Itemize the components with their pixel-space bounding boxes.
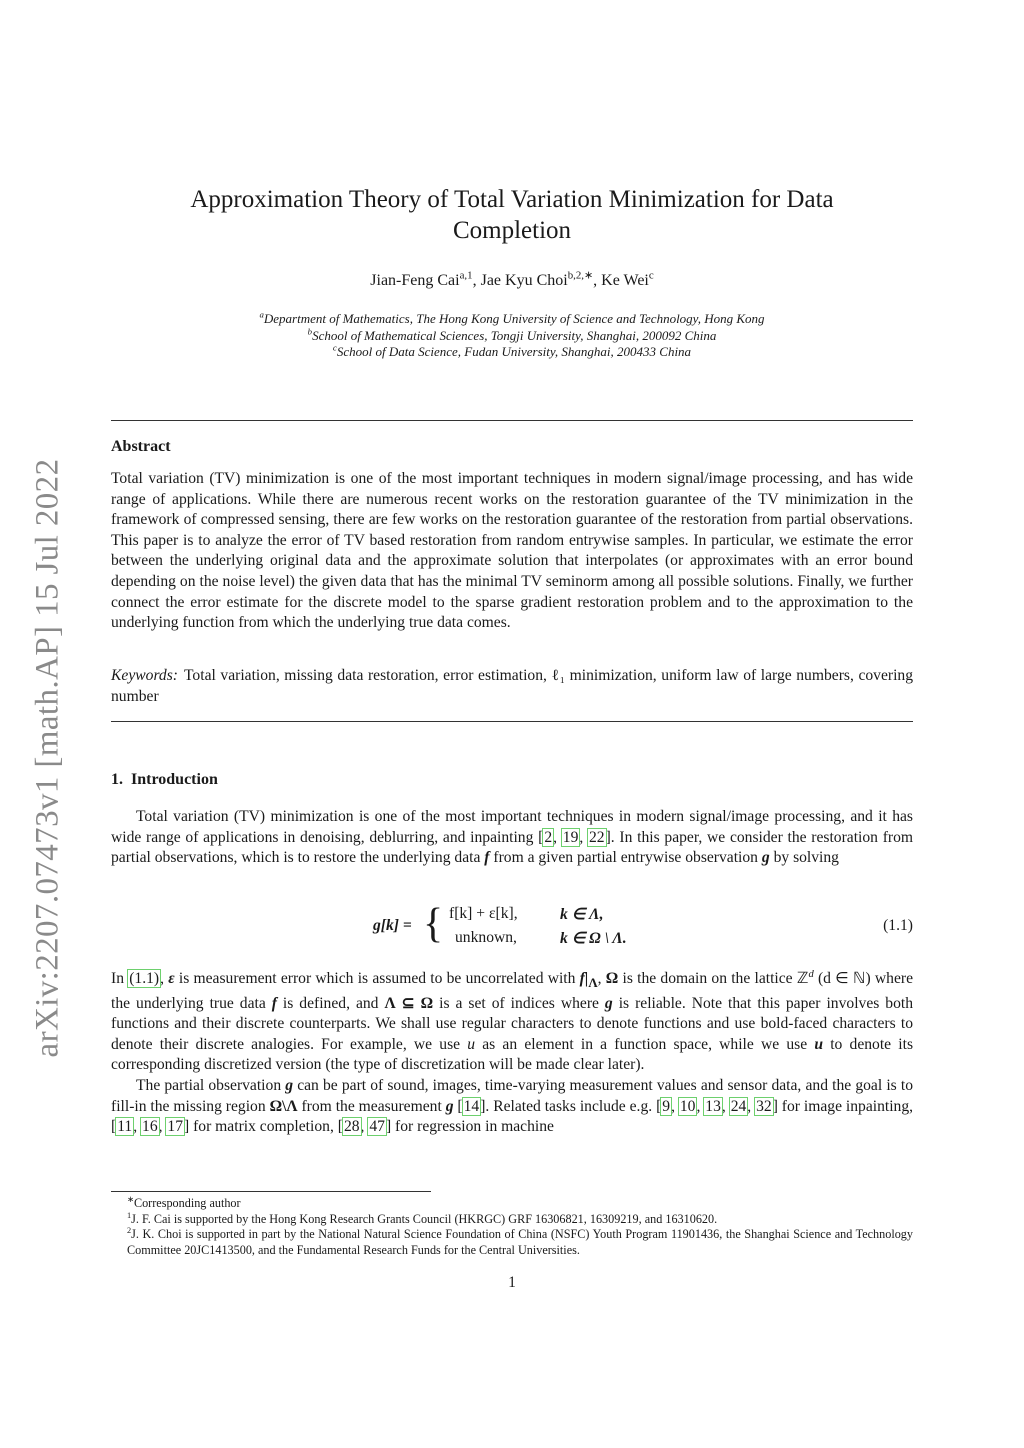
citation-link[interactable]: 2 [544,828,553,846]
equation-case-1: f[k] + ε[k], [449,905,518,922]
math-subscript: Λ [588,975,598,991]
citation-link[interactable]: 24 [730,1097,747,1115]
math-symbol: g [445,1097,454,1115]
page-number: 1 [508,1274,516,1291]
text-run: . Related tasks include e.g. [485,1097,657,1115]
footnotes [111,1196,913,1259]
affiliation-text: School of Data Science, Fudan University, Shanghai, 200433 China [336,344,692,359]
author-separator: , [593,272,602,289]
citation-link[interactable]: 11 [117,1118,133,1136]
text-run: Total variation (TV) minimization is one of the most important techniques in modern signal/image processing, and it has wide range of applications in denoising, deblurring, and inpainting [111,808,913,846]
affiliation-mark: c [332,342,337,353]
affiliations [112,311,912,361]
math-symbol: f [484,849,490,867]
affiliation-mark: b [307,326,313,337]
text-run: for image inpainting, [777,1097,914,1115]
author-affil-mark: a,1 [459,269,473,282]
text-run: for matrix completion, [189,1118,338,1136]
abstract-body [111,469,913,634]
footnote-corresponding [111,1196,913,1212]
citation-link[interactable]: 22 [589,828,605,846]
abstract-bottom-rule [111,721,913,722]
text-run: (d ∈ ℕ) where the underlying true data [111,970,913,1012]
keywords [111,666,913,707]
paper-title [112,184,912,246]
math-symbol: f [271,994,277,1012]
title-line-1: Approximation Theory of Total Variation Minimization for Data [190,186,834,213]
citation-link[interactable]: 17 [167,1118,183,1136]
footnote-text: Corresponding author [133,1196,241,1210]
math-symbol: g [761,849,770,867]
footnote-mark: 1 [127,1210,132,1220]
equation-condition-2: k ∈ Ω \ Λ. [560,930,627,947]
footnote-text: J. K. Choi is supported in part by the National Natural Science Foundation of China (NSFC) Youth Program 11901436, the Shanghai Science and Technology Committee 20JC1413500, and the Fundamental Research Funds for the Central Universities. [127,1227,913,1258]
text-run: In [111,970,129,987]
text-run: from a given partial entrywise observation [489,849,762,867]
text-run: from the measurement [297,1097,446,1115]
citation-link[interactable]: 28 [343,1118,360,1136]
affiliation-mark: a [259,309,264,320]
text-run: . In this paper, we consider the restoration from partial observations, which is to restore the underlying data [111,828,914,867]
abstract-heading: Abstract [111,438,171,455]
author-separator: , [472,272,481,289]
author-affil-mark: c [648,269,654,282]
abstract-text: Total variation (TV) minimization is one of the most important techniques in modern signal/image processing, and has wide range of applications. While there are numerous recent works on the restoration guarantee of the TV minimization in the framework of compressed sensing, there are few works on the restoration guarantee of the restoration from partial observations. This paper is to analyze the error of TV based restoration from random entrywise samples. In particular, we estimate the error between the underlying original data and the approximate solution that interpolates (or approximates with an error bound depending on the noise level) the given data that has the minimal TV seminorm among all possible solutions. Finally, we further connect the error estimate for the discrete model to the sparse gradient restoration problem and to the approximation to the underlying function from which the underlying true data comes. [111,470,913,632]
author-list [112,269,912,290]
math-symbol: ε [168,970,175,987]
affiliation-text: Department of Mathematics, The Hong Kong University of Science and Technology, Hong Kong [263,311,765,326]
section-number: 1. [111,771,123,788]
affiliation-text: School of Mathematical Sciences, Tongji University, Shanghai, 200092 China [312,327,717,343]
equation-lhs: g[k] = [373,917,412,934]
math-superscript: d [808,968,814,980]
text-run: as an element in a function space, while we use [475,1035,815,1053]
section-heading [111,771,218,789]
footnote-mark: 2 [127,1226,132,1236]
text-run: to denote its corresponding discretized version (the type of discretization will be made clear later). [111,1035,914,1074]
equation-ref-link[interactable]: (1.1) [129,970,160,987]
equation-1-1 [111,903,913,951]
text-run: is the domain on the lattice ℤ [618,970,809,987]
text-run: , [160,970,169,987]
intro-paragraph-2: In (1.1), ε is measurement error which is assumed to be uncorrelated with $f|_\Lambda$, Ω is the domain on the lattice ℤ$^d$ (d ∈ ℕ) where the underlying true data f is defined, and Λ ⊆ Ω is a set of indices where g is reliable. Note that this paper involves both functions and their discrete counterparts. We shall use regular characters to denote functions and use bold-faced characters to denote their discrete analogies. For example, we use u as an element in a function space, while we use u to denote its corresponding discretized version (the type of discretization will be made clear later). The partial observation g can be part of sound, images, time-varying measurement values and sensor data, and the goal is to fill-in the missing region Ω\Λ from the measurement g [14]. Related tasks include e.g. [9, 10, 13, 24, 32] for image inpainting, [11, 16, 17] for matrix completion, [28, 47] for regression in machine [111,968,914,1136]
citation-link[interactable]: 47 [369,1118,385,1136]
author-name: Ke Wei [601,272,649,289]
citation-link[interactable]: 13 [705,1097,721,1115]
text-run: , [597,970,606,987]
math-symbol: Ω [605,970,619,987]
citation-link[interactable]: 32 [756,1097,772,1115]
citation-link[interactable]: 9 [662,1097,671,1115]
author-affil-mark: b,2,∗ [567,269,594,282]
text-run: is measurement error which is assumed to be uncorrelated with [174,970,580,987]
footnote-1 [111,1212,913,1228]
keywords-label: Keywords: [111,667,178,684]
text-run: is reliable. Note that this paper involves both functions and their discrete counterparts. We shall use regular characters to denote functions and use bold-faced characters to denote their discrete analogies. For example, we use [111,994,914,1053]
math-symbol: Ω\Λ [269,1097,298,1115]
footnote-rule [111,1191,431,1192]
text-run: is defined, and [276,994,385,1012]
text-run: The partial observation [136,1077,286,1095]
citation-link[interactable]: 14 [463,1097,480,1115]
arxiv-id-text: arXiv:2207.07473v1 [math.AP] 15 Jul 2022 [29,458,66,1058]
footnote-2 [111,1227,913,1258]
footnote-text: J. F. Cai is supported by the Hong Kong Research Grants Council (HKRGC) GRF 16306821, 16309219, and 16310620. [131,1211,718,1226]
affiliation [112,311,912,328]
text-run: is a set of indices where [433,994,605,1012]
text-run: by solving [769,849,839,867]
text-run: can be part of sound, images, time-varying measurement values and sensor data, and the goal is to fill-in the missing region [111,1077,913,1115]
equation-number: (1.1) [883,917,913,934]
author-name: Jae Kyu Choi [480,272,568,289]
affiliation [112,344,912,361]
text-run: for regression in machine [391,1118,554,1136]
math-symbol: g [604,994,613,1012]
equation-condition-1: k ∈ Λ, [560,906,604,923]
math-symbol: g [285,1077,294,1095]
math-symbol: u [467,1035,476,1053]
intro-paragraph-1: Total variation (TV) minimization is one of the most important techniques in modern signal/image processing, and it has wide range of applications in denoising, deblurring, and inpainting [2, 19, 22]. In this paper, we consider the restoration from partial observations, which is to restore the underlying data f from a given partial entrywise observation g by solving [111,808,914,867]
math-symbol: u [814,1035,824,1053]
section-title: Introduction [131,771,218,788]
citation-link[interactable]: 16 [142,1118,158,1136]
affiliation [112,328,912,345]
math-symbol: Λ ⊆ Ω [384,994,434,1012]
keywords-text: Total variation, missing data restoration, error estimation, ℓ₁ minimization, uniform law of large numbers, covering number [111,667,913,705]
abstract-top-rule [111,420,913,421]
equation-case-2: unknown, [455,929,517,946]
left-brace: { [423,901,444,947]
footnote-mark: ∗ [127,1194,134,1204]
title-line-2: Completion [452,217,572,244]
author-name: Jian-Feng Cai [370,272,460,289]
citation-link[interactable]: 19 [562,828,579,846]
math-symbol: f| [579,970,589,987]
citation-link[interactable]: 10 [679,1097,696,1115]
